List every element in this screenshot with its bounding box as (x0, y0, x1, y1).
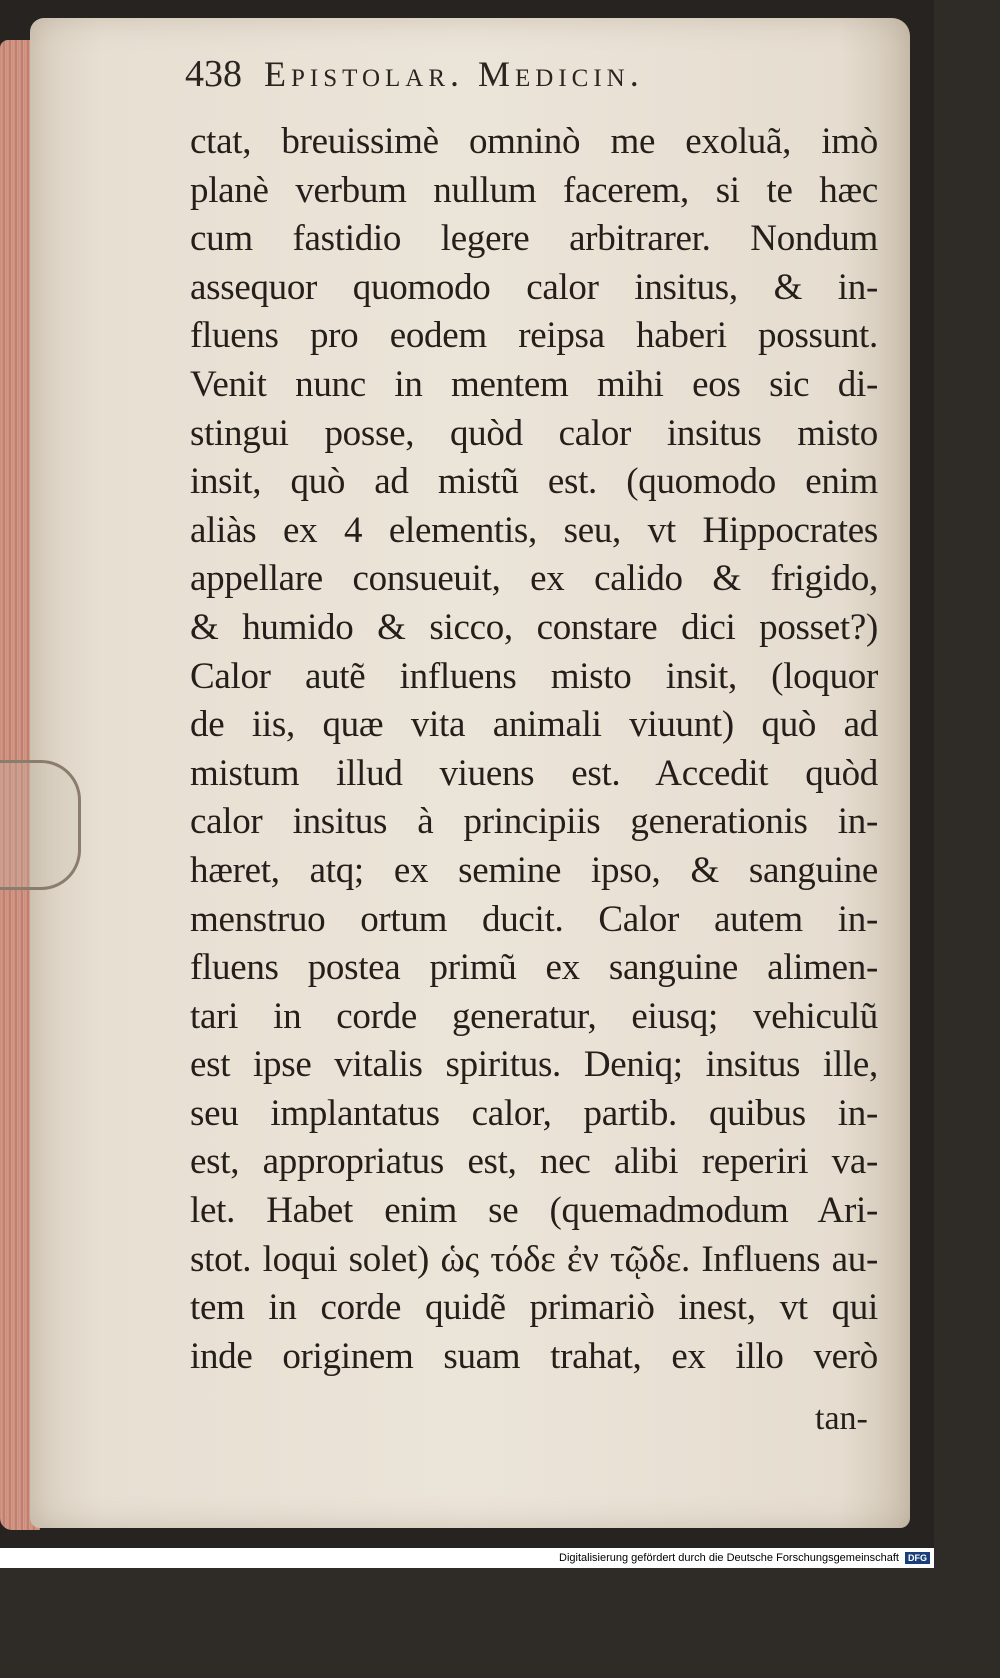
text-line: tari in corde generatur, eiusq; vehiculũ (190, 995, 878, 1037)
dfg-logo: DFG (905, 1552, 930, 1564)
text-line: de iis, quæ vita animali viuunt) quò ad (190, 704, 878, 746)
catchword: tan- (815, 1400, 868, 1437)
text-line: cum fastidio legere arbitrarer. Nondum (190, 218, 878, 260)
body-text (190, 118, 890, 1381)
text-line: menstruo ortum ducit. Calor autem in- (190, 898, 878, 940)
text-line: assequor quomodo calor insitus, & in- (190, 266, 878, 308)
text-line: stot. loqui solet) ὡς τόδε ἐν τῷδε. Influens au- (190, 1238, 878, 1280)
book-clasp (0, 760, 81, 890)
text-line: est ipse vitalis spiritus. Deniq; insitus ille, (190, 1044, 878, 1086)
text-line: ctat, breuissimè omninò me exoluã, imò (190, 121, 878, 162)
text-line: let. Habet enim se (quemadmodum Ari- (190, 1190, 878, 1232)
funding-credit: Digitalisierung gefördert durch die Deutsche Forschungsgemeinschaft (559, 1552, 899, 1564)
text-line: mistum illud viuens est. Accedit quòd (190, 752, 878, 794)
running-head: Epistolar. Medicin. (264, 54, 644, 94)
text-line: aliàs ex 4 elementis, seu, vt Hippocrates (190, 509, 878, 551)
text-line: tem in corde quidẽ primariò inest, vt qui (190, 1287, 878, 1329)
footer-bar (0, 1548, 934, 1568)
text-line: inde originem suam trahat, ex illo verò (190, 1335, 878, 1377)
page-number: 438 (185, 53, 242, 95)
text-line: Venit nunc in mentem mihi eos sic di- (190, 363, 878, 405)
text-line: stingui posse, quòd calor insitus misto (190, 412, 878, 454)
text-line: appellare consueuit, ex calido & frigido, (190, 558, 878, 600)
text-line: hæret, atq; ex semine ipso, & sanguine (190, 849, 878, 891)
text-line: fluens pro eodem reipsa haberi possunt. (190, 315, 878, 357)
text-line: fluens postea primũ ex sanguine alimen- (190, 947, 878, 989)
text-line: seu implantatus calor, partib. quibus in- (190, 1092, 878, 1134)
text-line: insit, quò ad mistũ est. (quomodo enim (190, 461, 878, 503)
text-line: calor insitus à principiis generationis in- (190, 801, 878, 843)
text-line: Calor autẽ influens misto insit, (loquor (190, 655, 878, 697)
text-line: & humido & sicco, constare dici posset?) (190, 606, 878, 648)
page-header (185, 52, 835, 96)
text-line: planè verbum nullum facerem, si te hæc (190, 169, 878, 211)
text-line: est, appropriatus est, nec alibi reperiri va- (190, 1141, 878, 1183)
